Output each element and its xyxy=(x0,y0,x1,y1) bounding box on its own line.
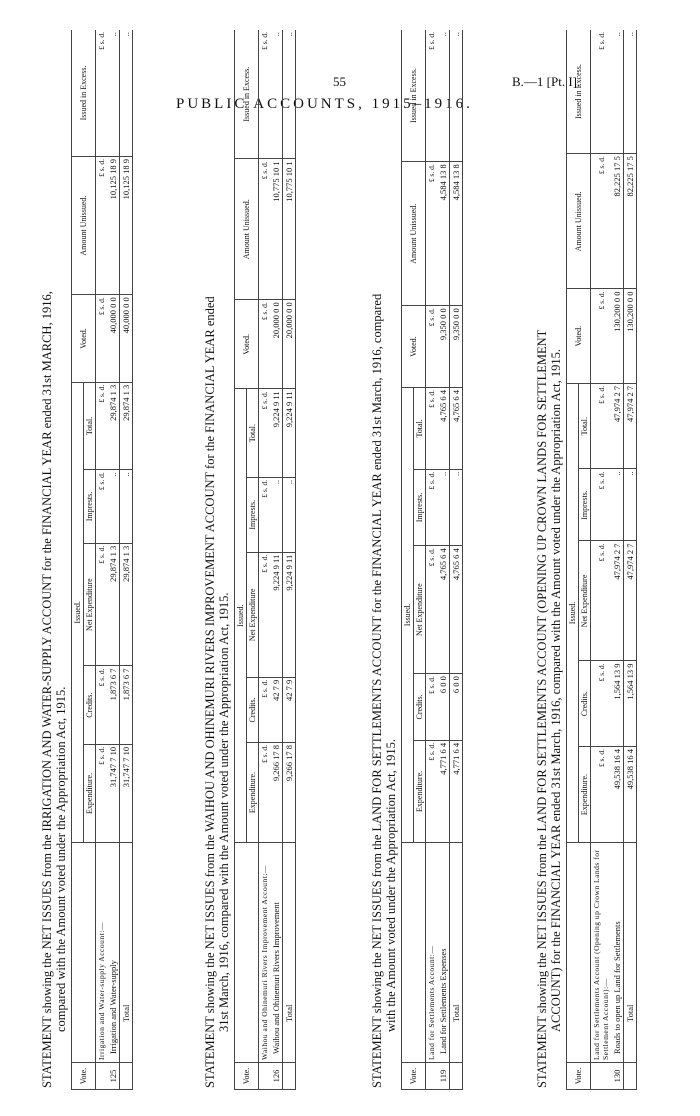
col-voted: Voted. xyxy=(402,306,426,388)
units-label: £ s. d. xyxy=(259,30,271,159)
vote-number: 130 xyxy=(611,1063,624,1090)
table-row xyxy=(437,30,450,1090)
cell-net: 29,874 1 3 xyxy=(107,543,120,666)
col-expenditure: Expenditure. xyxy=(84,744,96,842)
col-imprests: Imprests. xyxy=(84,470,96,544)
units-label: £ s. d. xyxy=(591,541,612,661)
units-label: £ s. d. xyxy=(426,387,438,469)
units-label: £ s. d. xyxy=(96,30,108,156)
statement-subtitle: ACCOUNT) for the FINANCIAL YEAR ended 31st March, 1916, compared with the Amount voted under the Appropriation Act, 1915. xyxy=(549,349,563,1032)
col-imprests: Imprests. xyxy=(414,469,426,546)
col-description xyxy=(72,843,96,1063)
total-credits: 42 7 9 xyxy=(283,677,296,742)
statement-2 xyxy=(203,30,296,1090)
units-label: £ s. d. xyxy=(426,740,438,842)
total-credits: 1,873 6 7 xyxy=(120,666,133,744)
units-label: £ s. d. xyxy=(591,289,612,383)
total-voted: 20,000 0 0 xyxy=(283,300,296,389)
cell-imprests: .. xyxy=(107,470,120,544)
units-label: £ s. d. xyxy=(259,677,271,742)
statement-3 xyxy=(370,30,463,1090)
statement-table xyxy=(401,30,463,1090)
account-heading: Irrigation and Water-supply Account:— xyxy=(96,843,108,1063)
cell-voted: 9,350 0 0 xyxy=(437,306,450,388)
account-heading: Land for Settlements Account:— xyxy=(426,843,438,1063)
units-label: £ s. d. xyxy=(259,389,271,477)
col-unissued: Amount Unissued. xyxy=(567,154,591,289)
statement-subtitle: compared with the Amount voted under the Appropriation Act, 1915. xyxy=(54,686,68,1032)
col-excess: Issued in Excess. xyxy=(72,30,96,156)
cell-credits: 6 0 0 xyxy=(437,674,450,741)
units-label: £ s. d. xyxy=(426,162,438,306)
account-heading: Land for Settlements Account (Opening up Crown Lands for Settlement Account):— xyxy=(591,843,612,1063)
units-label: £ s. d. xyxy=(96,382,108,470)
units-row xyxy=(96,30,108,1090)
cell-unissued: 82,225 17 5 xyxy=(611,154,624,289)
cell-voted: 130,200 0 0 xyxy=(611,289,624,383)
cell-imprests: .. xyxy=(270,477,283,552)
col-total: Total. xyxy=(579,383,591,469)
units-label: £ s. d. xyxy=(259,300,271,389)
col-unissued: Amount Unissued. xyxy=(235,159,259,300)
col-imprests: Imprests. xyxy=(579,469,591,541)
col-net-expenditure: Net Expenditure xyxy=(247,552,259,677)
col-total: Total. xyxy=(84,382,96,470)
units-label: £ s. d. xyxy=(591,154,612,289)
statement-table xyxy=(71,30,133,1090)
statement-table xyxy=(234,30,296,1090)
units-label: £ s. d. xyxy=(426,469,438,546)
col-voted: Voted. xyxy=(235,300,259,389)
col-vote: Vote. xyxy=(402,1063,426,1090)
col-issued-group: Issued. xyxy=(235,389,247,843)
units-label: £ s. d. xyxy=(96,744,108,842)
cell-credits: 1,873 6 7 xyxy=(107,666,120,744)
units-label: £ s. d. xyxy=(96,156,108,294)
total-excess: .. xyxy=(283,30,296,159)
cell-expenditure: 9,266 17 8 xyxy=(270,743,283,843)
col-excess: Issued in Excess. xyxy=(567,30,591,154)
cell-total: 29,874 1 3 xyxy=(107,382,120,470)
item-description: Waihou and Ohinemuri Rivers Improvement xyxy=(270,843,283,1063)
cell-net: 9,224 9 11 xyxy=(270,552,283,677)
units-label: £ s. d. xyxy=(426,546,438,674)
units-label: £ s. d. xyxy=(591,469,612,541)
statement-title: STATEMENT showing the NET ISSUES from the LAND FOR SETTLEMENTS ACCOUNT (OPENING UP CROWN LANDS FOR SETTLEMENT xyxy=(535,329,549,1088)
rotated-content xyxy=(40,30,680,1090)
total-net: 4,765 6 4 xyxy=(450,546,463,674)
col-net-expenditure: Net Expenditure xyxy=(84,543,96,666)
units-label: £ s. d. xyxy=(259,552,271,677)
col-description xyxy=(402,843,426,1063)
cell-imprests: .. xyxy=(611,469,624,541)
cell-imprests: .. xyxy=(437,469,450,546)
cell-expenditure: 49,538 16 4 xyxy=(611,747,624,843)
total-imprests: .. xyxy=(283,477,296,552)
cell-excess: .. xyxy=(437,30,450,162)
total-unissued: 10,775 10 1 xyxy=(283,159,296,300)
statement-table xyxy=(566,30,637,1090)
units-row xyxy=(426,30,438,1090)
total-imprests: .. xyxy=(120,470,133,544)
item-description: Roads to open up Land for Settlements xyxy=(611,843,624,1063)
cell-unissued: 10,125 18 9 xyxy=(107,156,120,294)
units-label: £ s. d. xyxy=(591,747,612,843)
units-label: £ s. d. xyxy=(259,743,271,843)
cell-credits: 42 7 9 xyxy=(270,677,283,742)
units-label: £ s. d. xyxy=(591,383,612,469)
header-row-1 xyxy=(402,30,414,1090)
total-total: 29,874 1 3 xyxy=(120,382,133,470)
cell-unissued: 4,584 13 8 xyxy=(437,162,450,306)
col-expenditure: Expenditure. xyxy=(247,743,259,843)
total-excess: .. xyxy=(624,30,637,154)
units-label: £ s. d. xyxy=(426,674,438,741)
total-net: 47,974 2 7 xyxy=(624,541,637,661)
table-row xyxy=(611,30,624,1090)
cell-expenditure: 4,771 6 4 xyxy=(437,740,450,842)
units-label: £ s. d. xyxy=(426,306,438,388)
total-total: 4,765 6 4 xyxy=(450,387,463,469)
col-description xyxy=(567,843,591,1063)
units-label: £ s. d. xyxy=(426,30,438,162)
col-total: Total. xyxy=(247,389,259,477)
units-label: £ s. d. xyxy=(96,295,108,383)
total-row xyxy=(120,30,133,1090)
total-row xyxy=(624,30,637,1090)
cell-total: 9,224 9 11 xyxy=(270,389,283,477)
total-row xyxy=(450,30,463,1090)
cell-excess: .. xyxy=(270,30,283,159)
cell-voted: 20,000 0 0 xyxy=(270,300,283,389)
total-imprests: .. xyxy=(624,469,637,541)
cell-credits: 1,564 13 9 xyxy=(611,661,624,747)
statement-4 xyxy=(535,30,637,1090)
total-expenditure: 49,538 16 4 xyxy=(624,747,637,843)
total-label: Total xyxy=(624,843,637,1063)
total-excess: .. xyxy=(120,30,133,156)
total-net: 9,224 9 11 xyxy=(283,552,296,677)
total-total: 9,224 9 11 xyxy=(283,389,296,477)
table-row xyxy=(107,30,120,1090)
cell-total: 4,765 6 4 xyxy=(437,387,450,469)
statement-title: STATEMENT showing the NET ISSUES from the LAND FOR SETTLEMENTS ACCOUNT for the FINANCIAL YEAR ended 31st March, 1916, compared xyxy=(370,293,384,1088)
col-net-expenditure: Net Expenditure xyxy=(579,541,591,661)
col-credits: Credits. xyxy=(414,674,426,741)
total-total: 47,974 2 7 xyxy=(624,383,637,469)
units-row xyxy=(259,30,271,1090)
col-credits: Credits. xyxy=(247,677,259,742)
col-credits: Credits. xyxy=(84,666,96,744)
col-excess: Issued in Excess. xyxy=(402,30,426,162)
total-label: Total xyxy=(450,843,463,1063)
col-vote: Vote. xyxy=(567,1063,591,1090)
col-expenditure: Expenditure. xyxy=(414,740,426,842)
col-issued-group: Issued. xyxy=(72,382,84,842)
col-expenditure: Expenditure. xyxy=(579,747,591,843)
total-unissued: 10,125 18 9 xyxy=(120,156,133,294)
col-vote: Vote. xyxy=(235,1063,259,1090)
statement-subtitle: with the Amount voted under the Appropriation Act, 1915. xyxy=(384,738,398,1032)
units-label: £ s. d. xyxy=(96,543,108,666)
vote-number: 125 xyxy=(107,1063,120,1090)
item-description: Land for Settlements Expenses xyxy=(437,843,450,1063)
col-issued-group: Issued. xyxy=(402,387,414,842)
col-voted: Voted. xyxy=(72,295,96,383)
units-label: £ s. d. xyxy=(259,159,271,300)
units-label: £ s. d. xyxy=(591,661,612,747)
col-description xyxy=(235,843,259,1063)
col-imprests: Imprests. xyxy=(247,477,259,552)
units-label: £ s. d. xyxy=(96,666,108,744)
units-label: £ s. d. xyxy=(591,30,612,154)
col-total: Total. xyxy=(414,387,426,469)
units-row xyxy=(591,30,612,1090)
cell-net: 4,765 6 4 xyxy=(437,546,450,674)
total-voted: 130,200 0 0 xyxy=(624,289,637,383)
statement-title: STATEMENT showing the NET ISSUES from the WAIHOU AND OHINEMURI RIVERS IMPROVEMENT ACCOUNT for the FINANCIAL YEAR ended xyxy=(203,296,217,1088)
header-row-1 xyxy=(235,30,247,1090)
cell-excess: .. xyxy=(107,30,120,156)
cell-unissued: 10,775 10 1 xyxy=(270,159,283,300)
total-imprests: .. xyxy=(450,469,463,546)
total-voted: 40,000 0 0 xyxy=(120,295,133,383)
cell-excess: .. xyxy=(611,30,624,154)
col-excess: Issued in Excess. xyxy=(235,30,259,159)
total-excess: .. xyxy=(450,30,463,162)
total-expenditure: 4,771 6 4 xyxy=(450,740,463,842)
table-row xyxy=(270,30,283,1090)
col-issued-group: Issued. xyxy=(567,383,579,842)
page-title: PUBLIC ACCOUNTS, 1915–1916. xyxy=(176,96,473,112)
statement-title: STATEMENT showing the NET ISSUES from the IRRIGATION AND WATER-SUPPLY ACCOUNT for the FINANCIAL YEAR ended 31st MARCH, 1916, xyxy=(40,291,54,1088)
total-unissued: 4,584 13 8 xyxy=(450,162,463,306)
account-heading: Waihou and Ohinemuri Rivers Improvement Account:— xyxy=(259,843,271,1063)
total-credits: 6 0 0 xyxy=(450,674,463,741)
col-voted: Voted. xyxy=(567,289,591,383)
col-net-expenditure: Net Expenditure xyxy=(414,546,426,674)
total-label: Total xyxy=(120,843,133,1063)
col-vote: Vote. xyxy=(72,1063,96,1090)
total-unissued: 82,225 17 5 xyxy=(624,154,637,289)
total-expenditure: 9,266 17 8 xyxy=(283,743,296,843)
cell-voted: 40,000 0 0 xyxy=(107,295,120,383)
total-expenditure: 31,747 7 10 xyxy=(120,744,133,842)
total-credits: 1,564 13 9 xyxy=(624,661,637,747)
units-label: £ s. d. xyxy=(259,477,271,552)
statement-1 xyxy=(40,30,133,1090)
cell-expenditure: 31,747 7 10 xyxy=(107,744,120,842)
header-row-1 xyxy=(72,30,84,1090)
document-reference: B.—1 [Pt. I]. xyxy=(512,74,581,89)
vote-number: 119 xyxy=(437,1063,450,1090)
total-net: 29,874 1 3 xyxy=(120,543,133,666)
total-row xyxy=(283,30,296,1090)
header-row-1 xyxy=(567,30,579,1090)
col-credits: Credits. xyxy=(579,661,591,747)
units-label: £ s. d. xyxy=(96,470,108,544)
page-number: 55 xyxy=(333,74,346,89)
col-unissued: Amount Unissued. xyxy=(72,156,96,294)
total-label: Total xyxy=(283,843,296,1063)
total-voted: 9,350 0 0 xyxy=(450,306,463,388)
cell-total: 47,974 2 7 xyxy=(611,383,624,469)
col-unissued: Amount Unissued. xyxy=(402,162,426,306)
vote-number: 126 xyxy=(270,1063,283,1090)
cell-net: 47,974 2 7 xyxy=(611,541,624,661)
item-description: Irrigation and Water-supply xyxy=(107,843,120,1063)
statement-subtitle: 31st March, 1916, compared with the Amount voted under the Appropriation Act, 1915. xyxy=(217,592,231,1032)
